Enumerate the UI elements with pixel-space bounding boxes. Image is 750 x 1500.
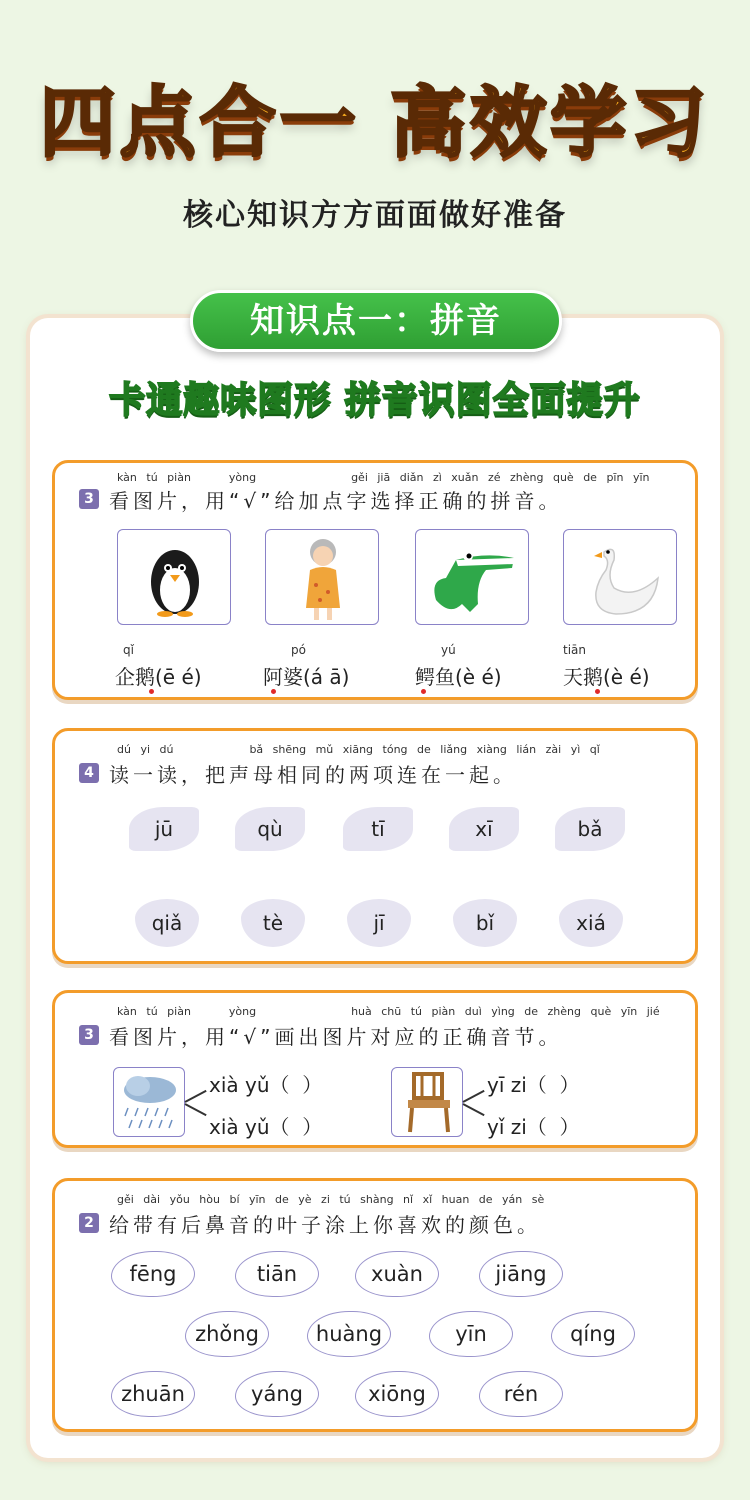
word-option-1: 企鹅(ē é) [115, 665, 202, 689]
syllable-bubble[interactable]: jī [347, 899, 411, 947]
word-option-3: 鳄鱼(è é) [415, 665, 502, 689]
question-pinyin: kàn tú piàn yòng gěi jiā diǎn zì xuǎn zé zhèng què de pīn yīn [117, 471, 650, 484]
question-text: 给带有后鼻音的叶子涂上你喜欢的颜色。 [109, 1212, 541, 1237]
exercise-card-1 [52, 460, 698, 700]
syllable-option[interactable]: yī zi（ ） [487, 1073, 580, 1097]
word-pinyin-2: pó [291, 643, 306, 657]
syllable-bubble[interactable]: bǎ [555, 807, 625, 851]
question-number: 4 [79, 763, 99, 783]
emphasis-dot [149, 689, 154, 694]
leaf-syllable[interactable]: fēng [111, 1251, 195, 1297]
word-pinyin-4: tiān [563, 643, 586, 657]
question-text: 看图片，用“√”给加点字选择正确的拼音。 [109, 488, 563, 513]
section-pill: 知识点一：拼音 [190, 290, 562, 352]
crocodile-icon [416, 530, 530, 626]
leaf-syllable[interactable]: huàng [307, 1311, 391, 1357]
leaf-syllable[interactable]: rén [479, 1371, 563, 1417]
rain-picture [113, 1067, 185, 1137]
word-option-4: 天鹅(è é) [563, 665, 650, 689]
chair-picture [391, 1067, 463, 1137]
question-number: 3 [79, 489, 99, 509]
syllable-option[interactable]: xià yǔ（ ） [209, 1115, 323, 1139]
connector-line [185, 1103, 207, 1116]
swan-picture [563, 529, 677, 625]
chair-icon [392, 1068, 464, 1138]
leaf-syllable[interactable]: xiōng [355, 1371, 439, 1417]
connector-line [185, 1090, 207, 1103]
grandmother-picture [265, 529, 379, 625]
word-pinyin-3: yú [441, 643, 456, 657]
question-pinyin: dú yi dú bǎ shēng mǔ xiāng tóng de liǎng xiàng lián zài yì qǐ [117, 743, 600, 756]
leaf-syllable[interactable]: yáng [235, 1371, 319, 1417]
question-number: 3 [79, 1025, 99, 1045]
leaf-syllable[interactable]: zhǒng [185, 1311, 269, 1357]
syllable-bubble[interactable]: qù [235, 807, 305, 851]
connector-line [463, 1103, 485, 1116]
grandmother-icon [266, 530, 380, 626]
word-option-2: 阿婆(á ā) [263, 665, 350, 689]
syllable-option[interactable]: yǐ zi（ ） [487, 1115, 580, 1139]
rain-cloud-icon [114, 1068, 186, 1138]
syllable-bubble[interactable]: tī [343, 807, 413, 851]
penguin-icon [118, 530, 232, 626]
question-text: 读一读，把声母相同的两项连在一起。 [109, 762, 517, 787]
emphasis-dot [421, 689, 426, 694]
syllable-option[interactable]: xià yǔ（ ） [209, 1073, 323, 1097]
penguin-picture [117, 529, 231, 625]
emphasis-dot [595, 689, 600, 694]
syllable-bubble[interactable]: xī [449, 807, 519, 851]
syllable-bubble[interactable]: xiá [559, 899, 623, 947]
question-pinyin: kàn tú piàn yòng huà chū tú piàn duì yìng de zhèng què yīn jié [117, 1005, 660, 1018]
question-number: 2 [79, 1213, 99, 1233]
emphasis-dot [271, 689, 276, 694]
leaf-syllable[interactable]: zhuān [111, 1371, 195, 1417]
connector-line [463, 1090, 485, 1103]
exercise-card-3 [52, 990, 698, 1148]
crocodile-picture [415, 529, 529, 625]
swan-icon [564, 530, 678, 626]
question-pinyin: gěi dài yǒu hòu bí yīn de yè zi tú shàng nǐ xǐ huan de yán sè [117, 1193, 545, 1206]
syllable-bubble[interactable]: bǐ [453, 899, 517, 947]
leaf-syllable[interactable]: tiān [235, 1251, 319, 1297]
subtitle: 核心知识方方面面做好准备 [183, 198, 567, 233]
leaf-syllable[interactable]: qíng [551, 1311, 635, 1357]
leaf-syllable[interactable]: jiāng [479, 1251, 563, 1297]
syllable-bubble[interactable]: qiǎ [135, 899, 199, 947]
section-tagline: 卡通趣味图形 拼音识图全面提升 [109, 380, 641, 421]
leaf-syllable[interactable]: xuàn [355, 1251, 439, 1297]
main-title: 四点合一 高效学习 [39, 78, 711, 167]
word-pinyin-1: qǐ [123, 643, 134, 657]
syllable-bubble[interactable]: jū [129, 807, 199, 851]
syllable-bubble[interactable]: tè [241, 899, 305, 947]
exercise-card-4 [52, 1178, 698, 1432]
exercise-card-2 [52, 728, 698, 964]
leaf-syllable[interactable]: yīn [429, 1311, 513, 1357]
question-text: 看图片，用“√”画出图片对应的正确音节。 [109, 1024, 563, 1049]
